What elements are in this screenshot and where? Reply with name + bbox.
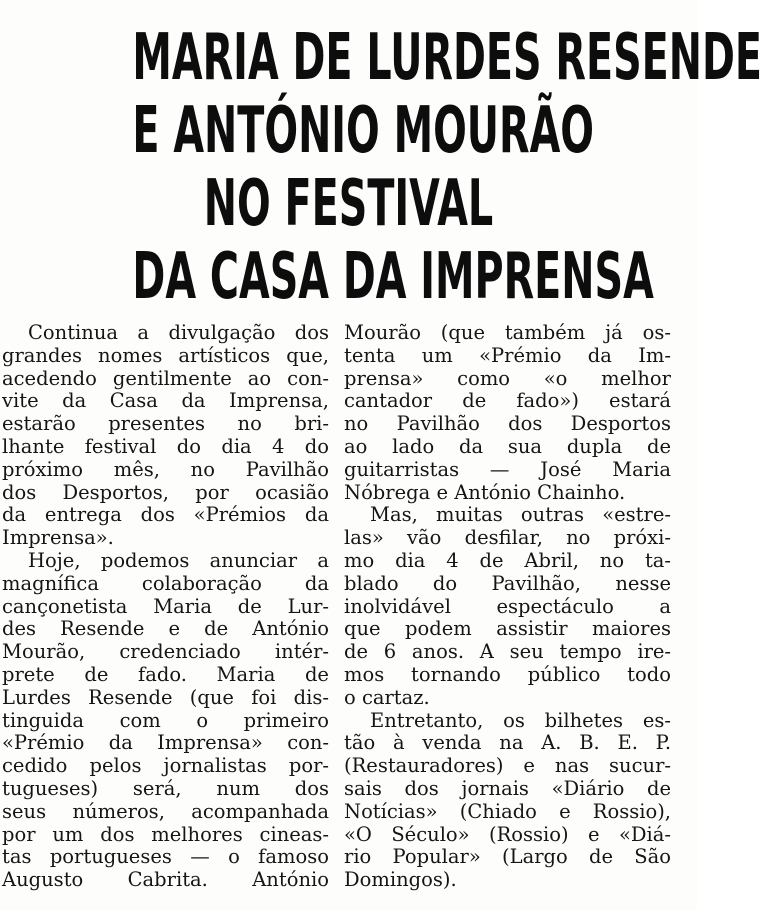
headline-line: MARIA DE LURDES RESENDE [132, 21, 762, 95]
headline-line: DA CASA DA IMPRENSA [132, 240, 654, 314]
body-text-line: de 6 anos. A seu tempo ire- [344, 640, 672, 664]
body-text-line: magnífica colaboração da [2, 571, 329, 595]
article-headline [0, 21, 762, 314]
body-text-line: guitarristas — José Maria [344, 457, 671, 481]
body-text-line: ao lado da sua dupla de [344, 434, 672, 458]
body-text-line: grandes nomes artísticos que, [2, 343, 329, 367]
body-text-line: Entretanto, os bilhetes es- [370, 708, 672, 732]
body-text-line: que podem assistir maiores [344, 617, 671, 641]
body-text-line: por um dos melhores cineas- [2, 822, 330, 846]
body-text-line: mos tornando público todo [344, 662, 671, 686]
body-text-line: «Prémio da Imprensa» con- [2, 731, 330, 755]
body-text-line: prensa» como «o melhor [344, 366, 671, 390]
headline-line: NO FESTIVAL [203, 167, 494, 241]
body-text-line: Lurdes Resende (que foi dis- [2, 685, 329, 709]
body-text-line: vite da Casa da Imprensa, [2, 389, 329, 413]
body-text-line: prete de fado. Maria de [2, 662, 329, 686]
body-text-line: o cartaz. [344, 685, 430, 709]
body-text-line: próximo mês, no Pavilhão [2, 457, 329, 481]
article-body-right-column [344, 322, 671, 892]
body-text-line: Domingos). [344, 868, 457, 892]
body-text-line: Augusto Cabrita. António [2, 868, 329, 892]
body-text-line: rio Popular» (Largo de São [344, 845, 671, 869]
body-text-line: acedendo gentilmente ao con- [2, 366, 329, 390]
body-text-line: cançonetista Maria de Lur- [2, 594, 329, 618]
body-text-line: Notícias» (Chiado e Rossio), [344, 799, 672, 823]
body-text-line: tinguida com o primeiro [2, 708, 330, 732]
headline-line: E ANTÓNIO MOURÃO [132, 94, 595, 168]
body-text-line: Hoje, podemos anunciar a [28, 548, 329, 572]
body-text-line: dos Desportos, por ocasião [2, 480, 329, 504]
body-text-line: Imprensa». [2, 526, 114, 550]
body-text-line: Mourão, credenciado intér- [2, 640, 329, 664]
body-text-line: (Restauradores) e nas sucur- [344, 754, 671, 778]
body-text-line: tão à venda na A. B. E. P. [344, 731, 672, 755]
body-text-line: des Resende e de António [2, 617, 330, 641]
body-text-line: cantador de fado») estará [344, 389, 671, 413]
article-body-left-column [2, 322, 329, 892]
body-text-line: sais dos jornais «Diário de [344, 776, 671, 800]
body-text-line: blado do Pavilhão, nesse [344, 571, 672, 595]
body-text-line: las» vão desfilar, no próxi- [344, 526, 671, 550]
body-text-line: Continua a divulgação dos [28, 321, 329, 344]
body-text-line: cedido pelos jornalistas por- [2, 754, 329, 778]
body-text-line: lhante festival do dia 4 do [2, 434, 330, 458]
body-text-line: seus números, acompanhada [2, 799, 329, 823]
body-text-line: da entrega dos «Prémios da [2, 503, 329, 527]
body-text-line: Mas, muitas outras «estre- [370, 503, 671, 527]
body-text-line: no Pavilhão dos Desportos [344, 412, 671, 436]
body-text-line: mo dia 4 de Abril, no ta- [344, 548, 672, 572]
body-text-line: Mourão (que também já os- [344, 321, 671, 344]
body-text-line: tenta um «Prémio da Im- [344, 343, 671, 367]
body-text-line: inolvidável espectáculo a [344, 594, 671, 618]
body-text-line: Nóbrega e António Chainho. [344, 480, 626, 504]
body-text-line: estarão presentes no bri- [2, 412, 329, 436]
body-text-line: tas portugueses — o famoso [2, 845, 329, 869]
body-text-line: tugueses) será, num dos [2, 776, 330, 800]
body-text-line: «O Século» (Rossio) e «Diá- [344, 822, 671, 846]
